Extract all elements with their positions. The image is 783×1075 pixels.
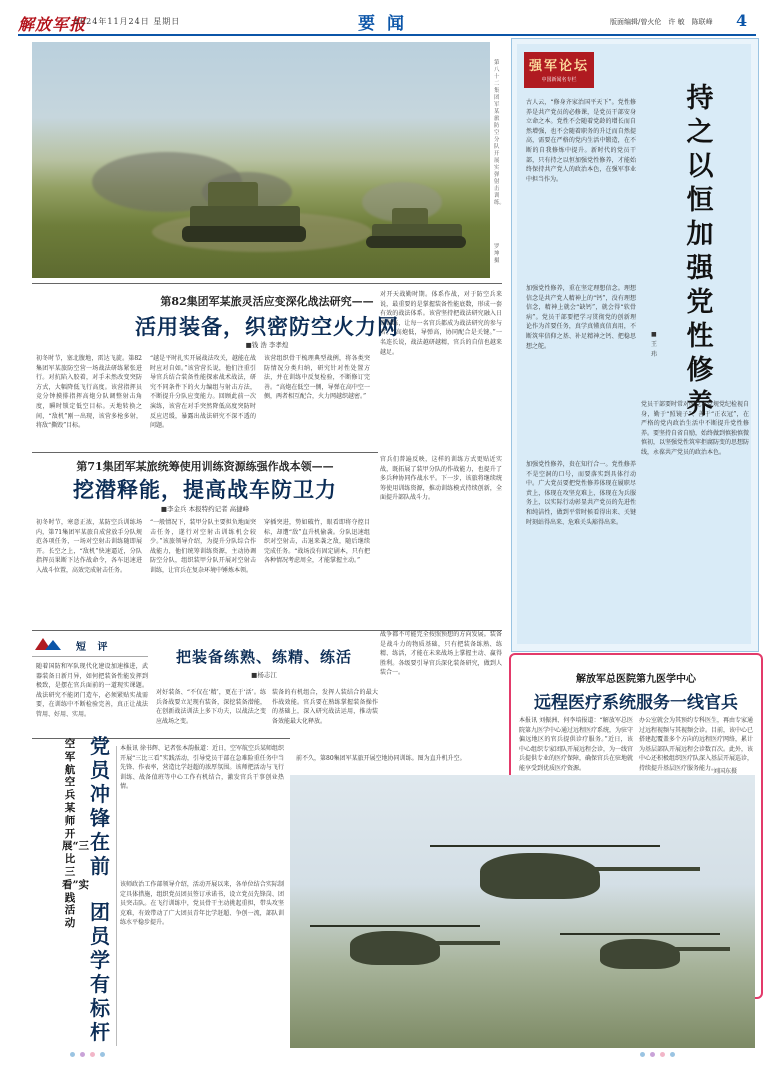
helicopter-body [350,931,440,965]
article2-col4: 官兵们普遍反映，这样的训练方式更贴近实战，既拓展了装甲分队的作战能力，也提升了多兵种协同作战水平。下一步，该旅将继续统筹使用训练资源，推动训练模式持续创新，全面提升部队战斗力。 [380,456,502,502]
article4-headline-2: 团员学有标杆 [90,900,110,1044]
article2-headline: 挖潜释能，提高战车防卫力 [73,477,337,502]
commentary-rule [32,656,148,657]
section-rule [32,283,502,284]
column-rule [116,746,117,1046]
bottom-photo-caption: 前不久，第80集团军某旅开展空地协同训练。图为直升机升空。 [296,755,466,762]
tank-turret [208,182,258,208]
top-photo [32,42,490,278]
commentary-col2: 对好装备、“不仅在‘精’，更在于‘活’。练兵备战要立足现有装备，深挖装备潜能，在创新战法训法上多下功夫，以战法之变应战场之变。 [156,689,266,725]
commentary-col1: 随着国防和军队现代化建设加速推进，武器装备日新月异，如何把装备性能发挥到极致，是摆在官兵面前的一道现实课题。战法研究不能闭门造车，必须紧贴实战需要，在训练中不断检验完善，真正让战法管用、好用、实用。 [36,663,148,718]
feature-title: 持之以恒加强党性修养 [686,83,714,420]
helicopter-tail [670,947,730,951]
article2-col3: 穿插突进，势如破竹，眼看即将夺控目标，却遭“敌”直升机偷袭。分队迅速组织对空射击，击退来袭之敌，随后继续完成任务。“战场没有固定剧本，只有把各种情况考虑周全，才能掌握主动。” [264,519,370,565]
helicopter-tail [590,867,700,871]
tank-track [366,236,466,248]
bottom-photo [290,775,755,1048]
column-badge-title: 强军论坛 [528,59,589,74]
article4-col1: 本报讯 徐书辉、记者张本韵报道：近日，空军航空兵某师组织开展“三比三看”实践活动，引导党员干部在急难险重任务中当先锋、作表率，营造比学赶超的浓厚氛围。该师把活动与飞行训练、战备值班等中心工作有机结合，激发官兵干事创业热情。 [120,745,284,791]
article4-col2: 该师政治工作部领导介绍，活动开展以来，各单位结合实际制定具体措施，组织党员团员签订承诺书，设立党员先锋岗、团员突击队。在飞行训练中，党员骨干主动挑起重担，带头攻坚克难，有效带动了广大团员青年比学赶超、争创一流，部队训练水平稳步提升。 [120,881,284,927]
highlight-kicker: 解放军总医院第九医学中心 [576,674,696,685]
feature-col3: 加强党性修养，贵在知行合一。党性修养不是空洞的口号，而要落实到具体行动中。广大党员要把党性修养体现在履职尽责上，体现在攻坚克难上，体现在为兵服务上，以实际行动彰显共产党员的先进性和纯洁性，做到平常时候看得出来、关键时刻站得出来、危难关头豁得出来。 [526,461,636,526]
header-rule [18,34,756,36]
decorative-dot [90,1052,95,1057]
commentary-icon [33,636,65,652]
highlight-col3: 办公室就会为其预约专科医生，再由专家通过远程视频与其视频会诊。目前，该中心已搭建起覆盖多个方向的远程医疗网络，累计为基层部队开展远程会诊数百次。此外，该中心还积极组织医疗队深入基层开展巡诊，持续提升基层医疗服务能力。 [639,717,754,772]
feature-author: ■王 玮 [651,331,658,358]
bottom-photo-credit: 刘国东摄 [713,768,738,775]
article3-col2: 装备的有机组合，发挥人装结合的最大作战效能。官兵要在熟练掌握装备操作的基础上，深入研究战法运用，推动装备效能最大化释放。 [272,689,378,725]
section-rule [32,452,378,453]
article2-col2: “一般情况下，装甲分队主要担负地面突击任务，遂行对空射击训练机会较少。”该旅领导介绍，为提升分队综合作战能力，他们统筹训练资源，主动协调防空分队，组织装甲分队开展对空射击训练，让官兵在复杂环境中锤炼本领。 [150,519,256,574]
article4-headline-1: 党员冲锋在前 [90,734,110,878]
tank-track [182,226,306,242]
top-photo-caption: 第八十二集团军某旅防空分队开展实弹射击训练。 [494,60,505,206]
article1-kicker: 第82集团军某旅灵活应变深化战法研究—— [160,295,374,308]
article2-col1: 初冬时节，寒意正浓，某防空兵训练场内，第71集团军某旅自成营放手分队规范各项任务，一场对空射击训练随即展开。长空之上，“敌机”快速逼近，分队指挥员果断下达作战命令，各车迅速进入战斗位置，高效完成射击任务。 [36,519,142,574]
helicopter-body [600,939,680,969]
top-photo-credit: 罗 坤摄 [494,244,500,264]
article1-col1: 初冬时节，塞北腹地，雷达飞旋。第82集团军某旅防空营一场战法研练紧张进行。对抗陷入胶着，对手未然改变突防方式，大幅降低飞行高度。该营指挥员竞分钟摸排指挥高炮分队调整射击角度，瞬时锁定低空目标。天地转换之间，“敌机”刚一出现，该营多枪多射，将敌“撕毁”目标。 [36,355,142,430]
helicopter-tail [430,941,500,945]
highlight-col1: 本报讯 刘振洲、何李培报道：“解放军总医院第九医学中心通过远程医疗系统，为驻守偏远地区的官兵提供诊疗服务。”近日，该中心组织专家团队开展远程会诊，为一线官兵提供专业的医疗保障，确保官兵在驻地就能享受到优质医疗资源。 [519,717,634,772]
decorative-dot [650,1052,655,1057]
highlight-headline: 远程医疗系统服务一线官兵 [534,693,738,713]
decorative-dot [640,1052,645,1057]
masthead-date: 2024年11月24日 星期日 [74,17,181,26]
article1-headline: 活用装备，织密防空火力网 [135,314,399,339]
feature-col4: 党员干部要时常对照党章党规党纪检视自身，勤于“照镜子”、善于“正衣冠”，在严格的党内政治生活中不断提升党性修养。要坚持自省自励，始终做到慎独慎微慎初，以坚强党性筑牢拒腐防变的思想防线，永葆共产党员的政治本色。 [641,401,750,456]
column-badge-subtitle: 中国新闻名专栏 [541,77,577,83]
decorative-dot [80,1052,85,1057]
decorative-dot [70,1052,75,1057]
article3-headline: 把装备练熟、练精、练活 [175,648,352,666]
decorative-dot [670,1052,675,1057]
helicopter-rotor [310,925,480,927]
editor-line: 版面编辑/曾火伦 许 敏 陈联峰 [610,18,713,26]
feature-col1: 古人云，“修身齐家治国平天下”。党性修养是共产党员的必修课，是党员干部安身立命之本。党性不会随着党龄的增长而自然增强，也不会随着职务的升迁而自然提高，需要在严格的党内生活中锻造，在不断的自我修炼中提升。新时代的党员干部，只有持之以恒加强党性修养，才能始终保持共产党人的政治本色，在强军事业中担当作为。 [526,99,636,183]
page-number: 4 [736,11,748,30]
article1-byline: ■钱 浩 李孝煌 [245,341,289,349]
decorative-dot [660,1052,665,1057]
masthead-logo: 解放军报 [18,15,87,34]
article3-byline: ■杨志江 [251,671,277,679]
decorative-dot [100,1052,105,1057]
article2-byline: ■李金兵 本报特约记者 高捷峰 [160,505,250,513]
article2-kicker: 第71集团军某旅统筹使用训练资源练强作战本领—— [76,460,334,473]
article1-col3: 该营组织骨干梳理典型战例，将各类突防情况分类归纳，研究针对性处置方法，并在训练中反复检验，不断修订完善。“高炮在低空一侧，导弹在高中空一侧，两者相互配合，火力网越织越密。” [264,355,370,401]
helicopter-rotor [560,933,720,935]
article4-kicker: 空军航空兵某师开展“三比三看”实践活动 [62,738,90,930]
article3-col1-alt: 战争都不可能完全按照预想的方向发展。装备是战斗力的物质基础，只有把装备练熟、练精、练活，才能在未来战场上掌握主动、赢得胜利。各级要引导官兵深化装备研究，做到人装合一。 [380,631,502,677]
helicopter-rotor [430,845,660,847]
feature-col2: 加强党性修养，重在坚定理想信念。理想信念是共产党人精神上的“钙”，没有理想信念，精神上就会“缺钙”，就会得“软骨病”。党员干部要把学习贯彻党的创新理论作为首要任务，真学真懂真信真用，不断筑牢信仰之基、补足精神之钙、把稳思想之舵。 [526,285,636,350]
article1-col2: “越是平时扎实开展战法攻关，越能在战时应对自如。”该营营长说，他们注重引导官兵结合装备性能探索战术战法，研究不同条件下的火力编组与射击方法，不断提升分队应变能力。回顾此前一次演练，该营在对手突然降低高度突防时反应迟缓，暴露出战法研究不深不透的问题。 [150,355,256,430]
helicopter-body [480,853,600,899]
section-title: 要闻 [358,14,416,34]
commentary-label: 短 评 [76,642,112,653]
article1-col4: 对开天战勤时期。体系作战，对于防空兵来说，最重要的是掌握装备性能底数，形成一套有效的战法体系。该营坚持把战法研究融入日常训练，让每一名官兵都成为战法研究的参与者。“高炮低，导弹高，协同配合是关键。”一名连长说，战法越研越精，官兵的自信也越来越足。 [380,291,502,356]
